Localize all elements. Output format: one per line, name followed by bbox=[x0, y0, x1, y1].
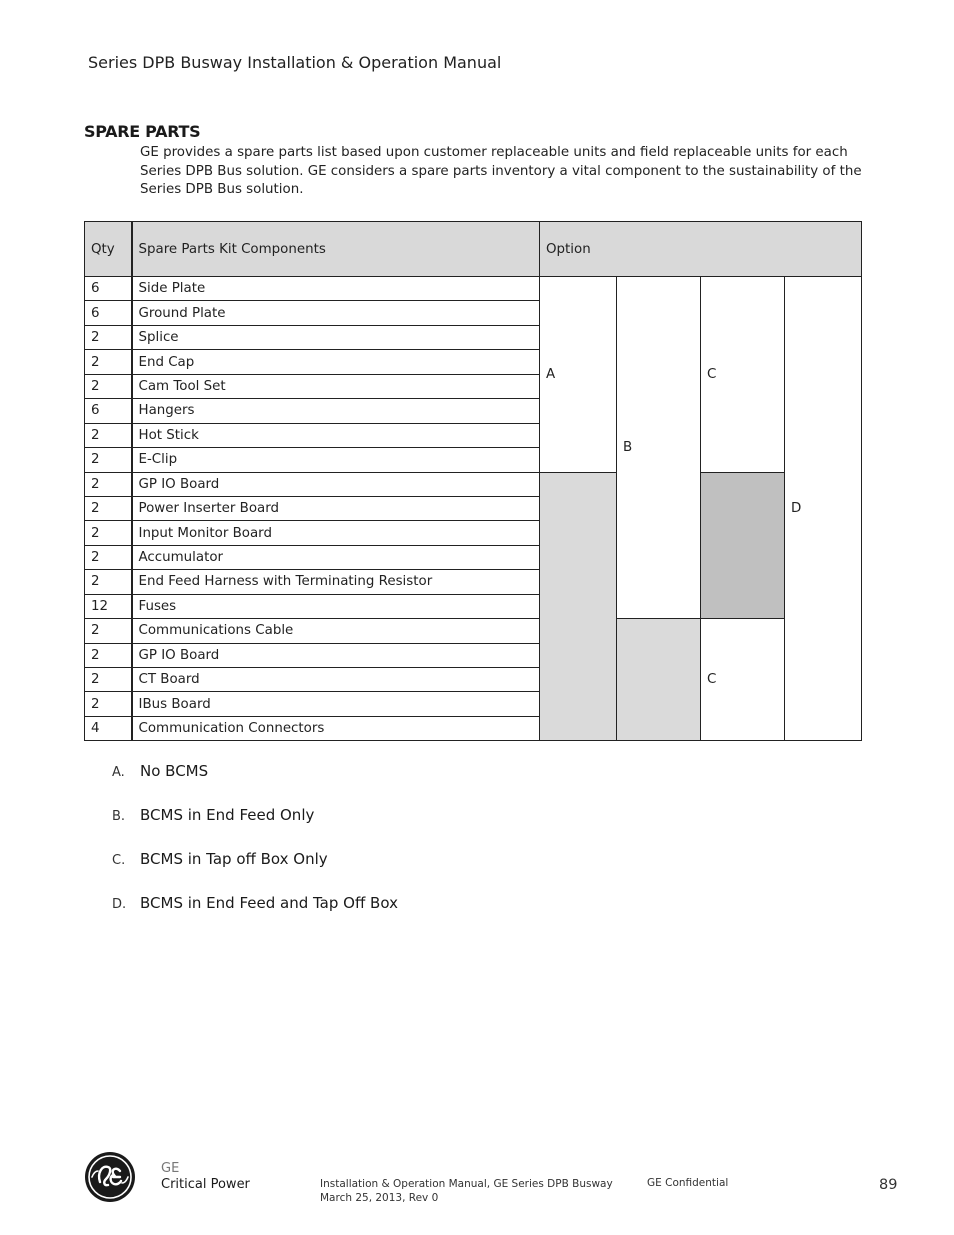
legend-letter: D. bbox=[112, 897, 127, 912]
option-c-top-cell: C bbox=[701, 277, 785, 473]
component-header: Spare Parts Kit Components bbox=[132, 222, 540, 277]
table-row bbox=[85, 619, 862, 643]
qty-cell: 2 bbox=[85, 619, 132, 643]
option-b-shaded-cell bbox=[617, 619, 701, 741]
legend-item bbox=[112, 850, 398, 894]
legend-text: No BCMS bbox=[140, 762, 209, 780]
legend-text: BCMS in Tap off Box Only bbox=[140, 850, 328, 868]
component-cell: Communications Cable bbox=[132, 619, 540, 643]
footer-manual-line2: March 25, 2013, Rev 0 bbox=[320, 1192, 439, 1204]
footer-company-line1: GE bbox=[161, 1161, 180, 1176]
qty-cell: 2 bbox=[85, 692, 132, 716]
component-cell: Hot Stick bbox=[132, 423, 540, 447]
component-cell: Cam Tool Set bbox=[132, 374, 540, 398]
option-header: Option bbox=[540, 222, 862, 277]
table-row bbox=[85, 472, 862, 496]
section-intro: GE provides a spare parts list based upon customer replaceable units and field replaceable units for each Series DPB Bus solution. GE considers a spare parts inventory a vital component to the sustainability of the Series DPB Bus solution. bbox=[140, 145, 862, 197]
qty-cell: 2 bbox=[85, 325, 132, 349]
qty-cell: 2 bbox=[85, 448, 132, 472]
qty-cell: 12 bbox=[85, 594, 132, 618]
legend-text: BCMS in End Feed and Tap Off Box bbox=[140, 894, 398, 912]
qty-cell: 2 bbox=[85, 472, 132, 496]
component-cell: E-Clip bbox=[132, 448, 540, 472]
qty-cell: 6 bbox=[85, 399, 132, 423]
component-cell: End Cap bbox=[132, 350, 540, 374]
qty-cell: 2 bbox=[85, 570, 132, 594]
option-a-shaded-cell bbox=[540, 472, 617, 741]
component-cell: Splice bbox=[132, 325, 540, 349]
component-cell: Hangers bbox=[132, 399, 540, 423]
component-cell: GP IO Board bbox=[132, 472, 540, 496]
qty-cell: 2 bbox=[85, 521, 132, 545]
legend-letter: C. bbox=[112, 853, 126, 868]
ge-monogram-logo-icon bbox=[84, 1151, 136, 1203]
table-header-row bbox=[85, 222, 862, 277]
qty-cell: 2 bbox=[85, 545, 132, 569]
component-cell: Input Monitor Board bbox=[132, 521, 540, 545]
component-cell: Communication Connectors bbox=[132, 716, 540, 740]
component-cell: Accumulator bbox=[132, 545, 540, 569]
footer-company bbox=[161, 1161, 250, 1193]
component-cell: GP IO Board bbox=[132, 643, 540, 667]
footer-manual-info bbox=[320, 1177, 613, 1205]
table-row bbox=[85, 277, 862, 301]
footer-confidential: GE Confidential bbox=[647, 1177, 729, 1189]
option-c-bottom-cell: C bbox=[701, 619, 785, 741]
footer-manual-line1: Installation & Operation Manual, GE Series DPB Busway bbox=[320, 1178, 613, 1190]
component-cell: Side Plate bbox=[132, 277, 540, 301]
legend-item bbox=[112, 762, 398, 806]
section-title: SPARE PARTS bbox=[84, 122, 201, 141]
legend-text: BCMS in End Feed Only bbox=[140, 806, 315, 824]
qty-cell: 6 bbox=[85, 277, 132, 301]
legend-letter: A. bbox=[112, 765, 125, 780]
qty-cell: 2 bbox=[85, 350, 132, 374]
document-header-title: Series DPB Busway Installation & Operation Manual bbox=[88, 53, 502, 72]
component-cell: Power Inserter Board bbox=[132, 496, 540, 520]
qty-cell: 2 bbox=[85, 496, 132, 520]
qty-cell: 2 bbox=[85, 668, 132, 692]
option-a-cell: A bbox=[540, 277, 617, 473]
legend-item bbox=[112, 894, 398, 938]
component-cell: IBus Board bbox=[132, 692, 540, 716]
component-cell: CT Board bbox=[132, 668, 540, 692]
option-b-cell: B bbox=[617, 277, 701, 619]
option-d-cell: D bbox=[785, 277, 862, 741]
qty-cell: 4 bbox=[85, 716, 132, 740]
qty-header: Qty bbox=[85, 222, 132, 277]
component-cell: Ground Plate bbox=[132, 301, 540, 325]
component-cell: End Feed Harness with Terminating Resistor bbox=[132, 570, 540, 594]
legend-letter: B. bbox=[112, 809, 126, 824]
option-legend bbox=[112, 762, 398, 938]
footer-company-line2: Critical Power bbox=[161, 1177, 250, 1192]
spare-parts-table bbox=[84, 221, 862, 741]
qty-cell: 2 bbox=[85, 423, 132, 447]
page-number: 89 bbox=[879, 1177, 898, 1193]
qty-cell: 6 bbox=[85, 301, 132, 325]
qty-cell: 2 bbox=[85, 643, 132, 667]
legend-item bbox=[112, 806, 398, 850]
component-cell: Fuses bbox=[132, 594, 540, 618]
qty-cell: 2 bbox=[85, 374, 132, 398]
option-c-shaded-cell bbox=[701, 472, 785, 619]
